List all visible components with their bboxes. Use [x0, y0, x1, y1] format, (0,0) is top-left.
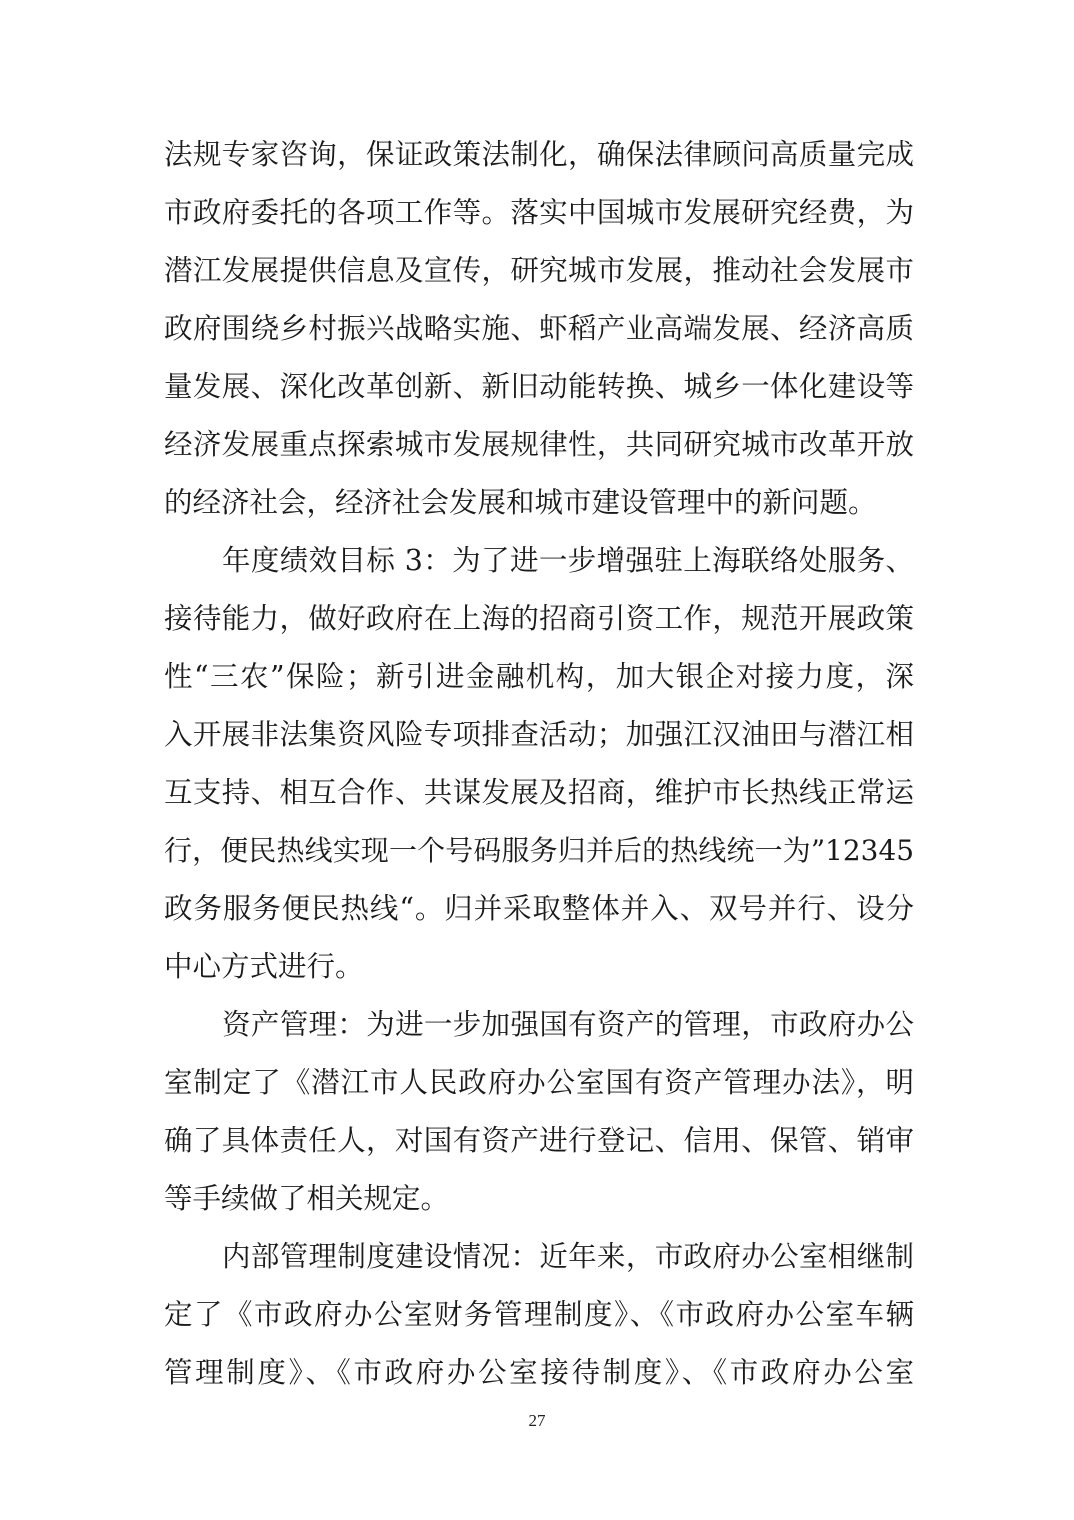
- text-line: 内部管理制度建设情况：近年来，市政府办公室相继制: [222, 1240, 914, 1273]
- text-line: 等手续做了相关规定。: [164, 1182, 450, 1215]
- text-line: 行，便民热线实现一个号码服务归并后的热线统一为”12345: [164, 834, 914, 867]
- text-line: 年度绩效目标 3：为了进一步增强驻上海联络处服务、: [222, 544, 914, 577]
- page-number: 27: [528, 1411, 546, 1430]
- text-line: 的经济社会，经济社会发展和城市建设管理中的新问题。: [164, 486, 877, 519]
- text-line: 潜江发展提供信息及宣传，研究城市发展，推动社会发展市: [164, 254, 914, 287]
- text-line: 接待能力，做好政府在上海的招商引资工作，规范开展政策: [164, 602, 914, 635]
- text-line: 室制定了《潜江市人民政府办公室国有资产管理办法》，明: [164, 1066, 914, 1099]
- text-line: 互支持、相互合作、共谋发展及招商，维护市长热线正常运: [164, 776, 914, 809]
- text-line: 政务服务便民热线“。归并采取整体并入、双号并行、设分: [164, 892, 914, 925]
- text-line: 经济发展重点探索城市发展规律性，共同研究城市改革开放: [164, 428, 914, 461]
- text-line: 法规专家咨询，保证政策法制化，确保法律顾问高质量完成: [164, 138, 914, 171]
- text-line: 管理制度》、《市政府办公室接待制度》、《市政府办公室: [164, 1356, 914, 1389]
- text-line: 资产管理：为进一步加强国有资产的管理，市政府办公: [222, 1008, 914, 1041]
- text-line: 政府围绕乡村振兴战略实施、虾稻产业高端发展、经济高质: [164, 312, 914, 345]
- text-line: 市政府委托的各项工作等。落实中国城市发展研究经费，为: [164, 196, 914, 229]
- text-line: 确了具体责任人，对国有资产进行登记、信用、保管、销审: [164, 1124, 914, 1157]
- text-line: 入开展非法集资风险专项排查活动；加强江汉油田与潜江相: [164, 718, 914, 751]
- text-line: 中心方式进行。: [164, 950, 364, 983]
- text-line: 量发展、深化改革创新、新旧动能转换、城乡一体化建设等: [164, 370, 914, 403]
- text-line: 定了《市政府办公室财务管理制度》、《市政府办公室车辆: [164, 1298, 914, 1331]
- text-line: 性“三农”保险；新引进金融机构，加大银企对接力度，深: [164, 660, 914, 693]
- body-text: [164, 126, 914, 1402]
